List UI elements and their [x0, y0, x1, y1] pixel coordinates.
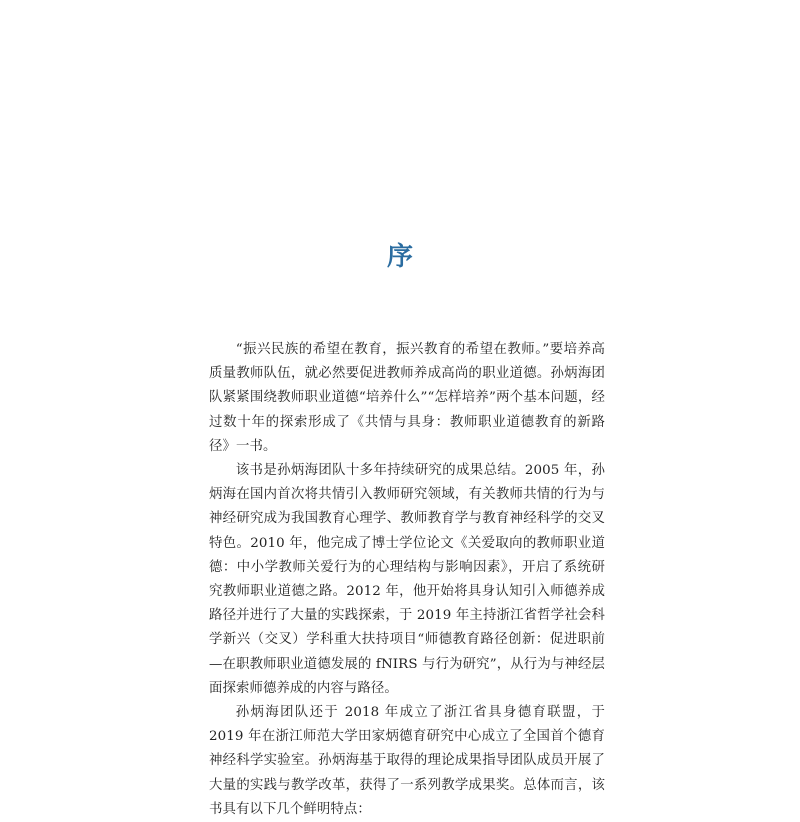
paragraph-3: 孙炳海团队还于 2018 年成立了浙江省具身德育联盟，于 2019 年在浙江师范大学田家炳德育研究中心成立了全国首个德育神经科学实验室。孙炳海基于取得的理论成果指导团队成员开展了大量的实践与教学改革，获得了一系列教学成果奖。总体而言，该书具有以下几个鲜明特点：: [209, 705, 605, 817]
paragraph-1: “振兴民族的希望在教育，振兴教育的希望在教师。”要培养高质量教师队伍，就必然要促进教师养成高尚的职业道德。孙炳海团队紧紧围绕教师职业道德“培养什么”“怎样培养”两个基本问题，经过数十年的探索形成了《共情与具身：教师职业道德教育的新路径》一书。: [209, 342, 605, 454]
preface-title: 序: [386, 242, 413, 273]
paragraph-2: 该书是孙炳海团队十多年持续研究的成果总结。2005 年，孙炳海在国内首次将共情引入教师研究领域，有关教师共情的行为与神经研究成为我国教育心理学、教师教育学与教育神经科学的交叉特色。2010 年，他完成了博士学位论文《关爱取向的教师职业道德：中小学教师关爱行为的心理结构与影响因素》，开启了系统研究教师职业道德之路。2012 年，他开始将具身认知引入师德养成路径并进行了大量的实践探索，于 2019 年主持浙江省哲学社会科学新兴（交叉）学科重大扶持项目“师德教育路径创新：促进职前—在职教师职业道德发展的 fNIRS 与行为研究”，从行为与神经层面探索师德养成的内容与路径。: [209, 463, 605, 696]
preface-body: [209, 338, 605, 822]
